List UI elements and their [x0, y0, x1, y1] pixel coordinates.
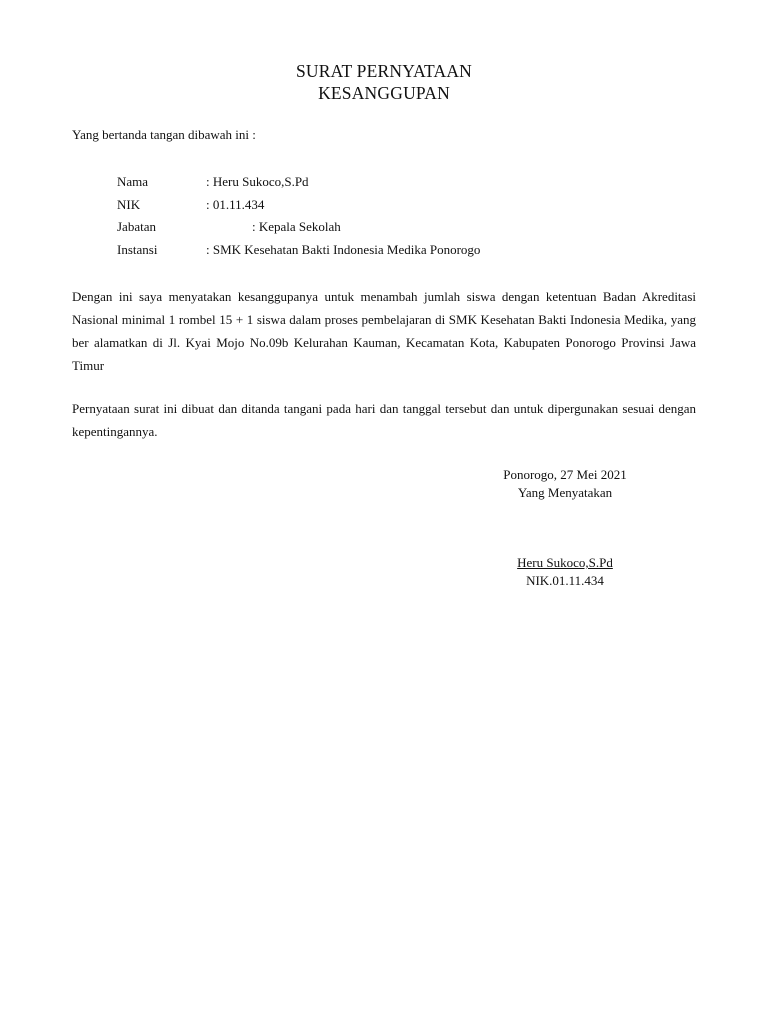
identity-label: Nama	[117, 174, 149, 189]
closing-paragraph: Pernyataan surat ini dibuat dan ditanda tangani pada hari dan tanggal tersebut dan untuk dipergunakan sesuai dengan kepentingannya.	[72, 401, 696, 439]
signer-block	[470, 554, 660, 590]
signer-nik: NIK.01.11.434	[526, 573, 604, 588]
title-line-2: KESANGGUPAN	[318, 83, 450, 103]
signature-header	[470, 466, 660, 502]
identity-value: : 01.11.434	[206, 196, 265, 212]
statement-paragraph: Dengan ini saya menyatakan kesanggupanya untuk menambah jumlah siswa dengan ketentuan Badan Akreditasi Nasional minimal 1 rombel 15 + 1 siswa dalam proses pembelajaran di SMK Kesehatan Bakti Indonesia Medika, yang ber alamatkan di Jl. Kyai Mojo No.09b Kelurahan Kauman, Kecamatan Kota, Kabupaten Ponorogo Provinsi Jawa Timur	[72, 289, 696, 373]
place-date: Ponorogo, 27 Mei 2021	[503, 467, 627, 482]
intro-text: Yang bertanda tangan dibawah ini :	[72, 127, 256, 142]
identity-value: : SMK Kesehatan Bakti Indonesia Medika Ponorogo	[206, 241, 481, 257]
title-line-1: SURAT PERNYATAAN	[295, 61, 473, 81]
document-title	[0, 60, 768, 104]
identity-label: Instansi	[117, 241, 158, 257]
identity-value: : Kepala Sekolah	[252, 219, 341, 234]
signature-caption: Yang Menyatakan	[517, 485, 613, 500]
identity-label: Jabatan	[117, 219, 156, 234]
identity-label: NIK	[117, 196, 141, 212]
signer-name: Heru Sukoco,S.Pd	[517, 555, 613, 570]
identity-value: : Heru Sukoco,S.Pd	[206, 174, 309, 189]
